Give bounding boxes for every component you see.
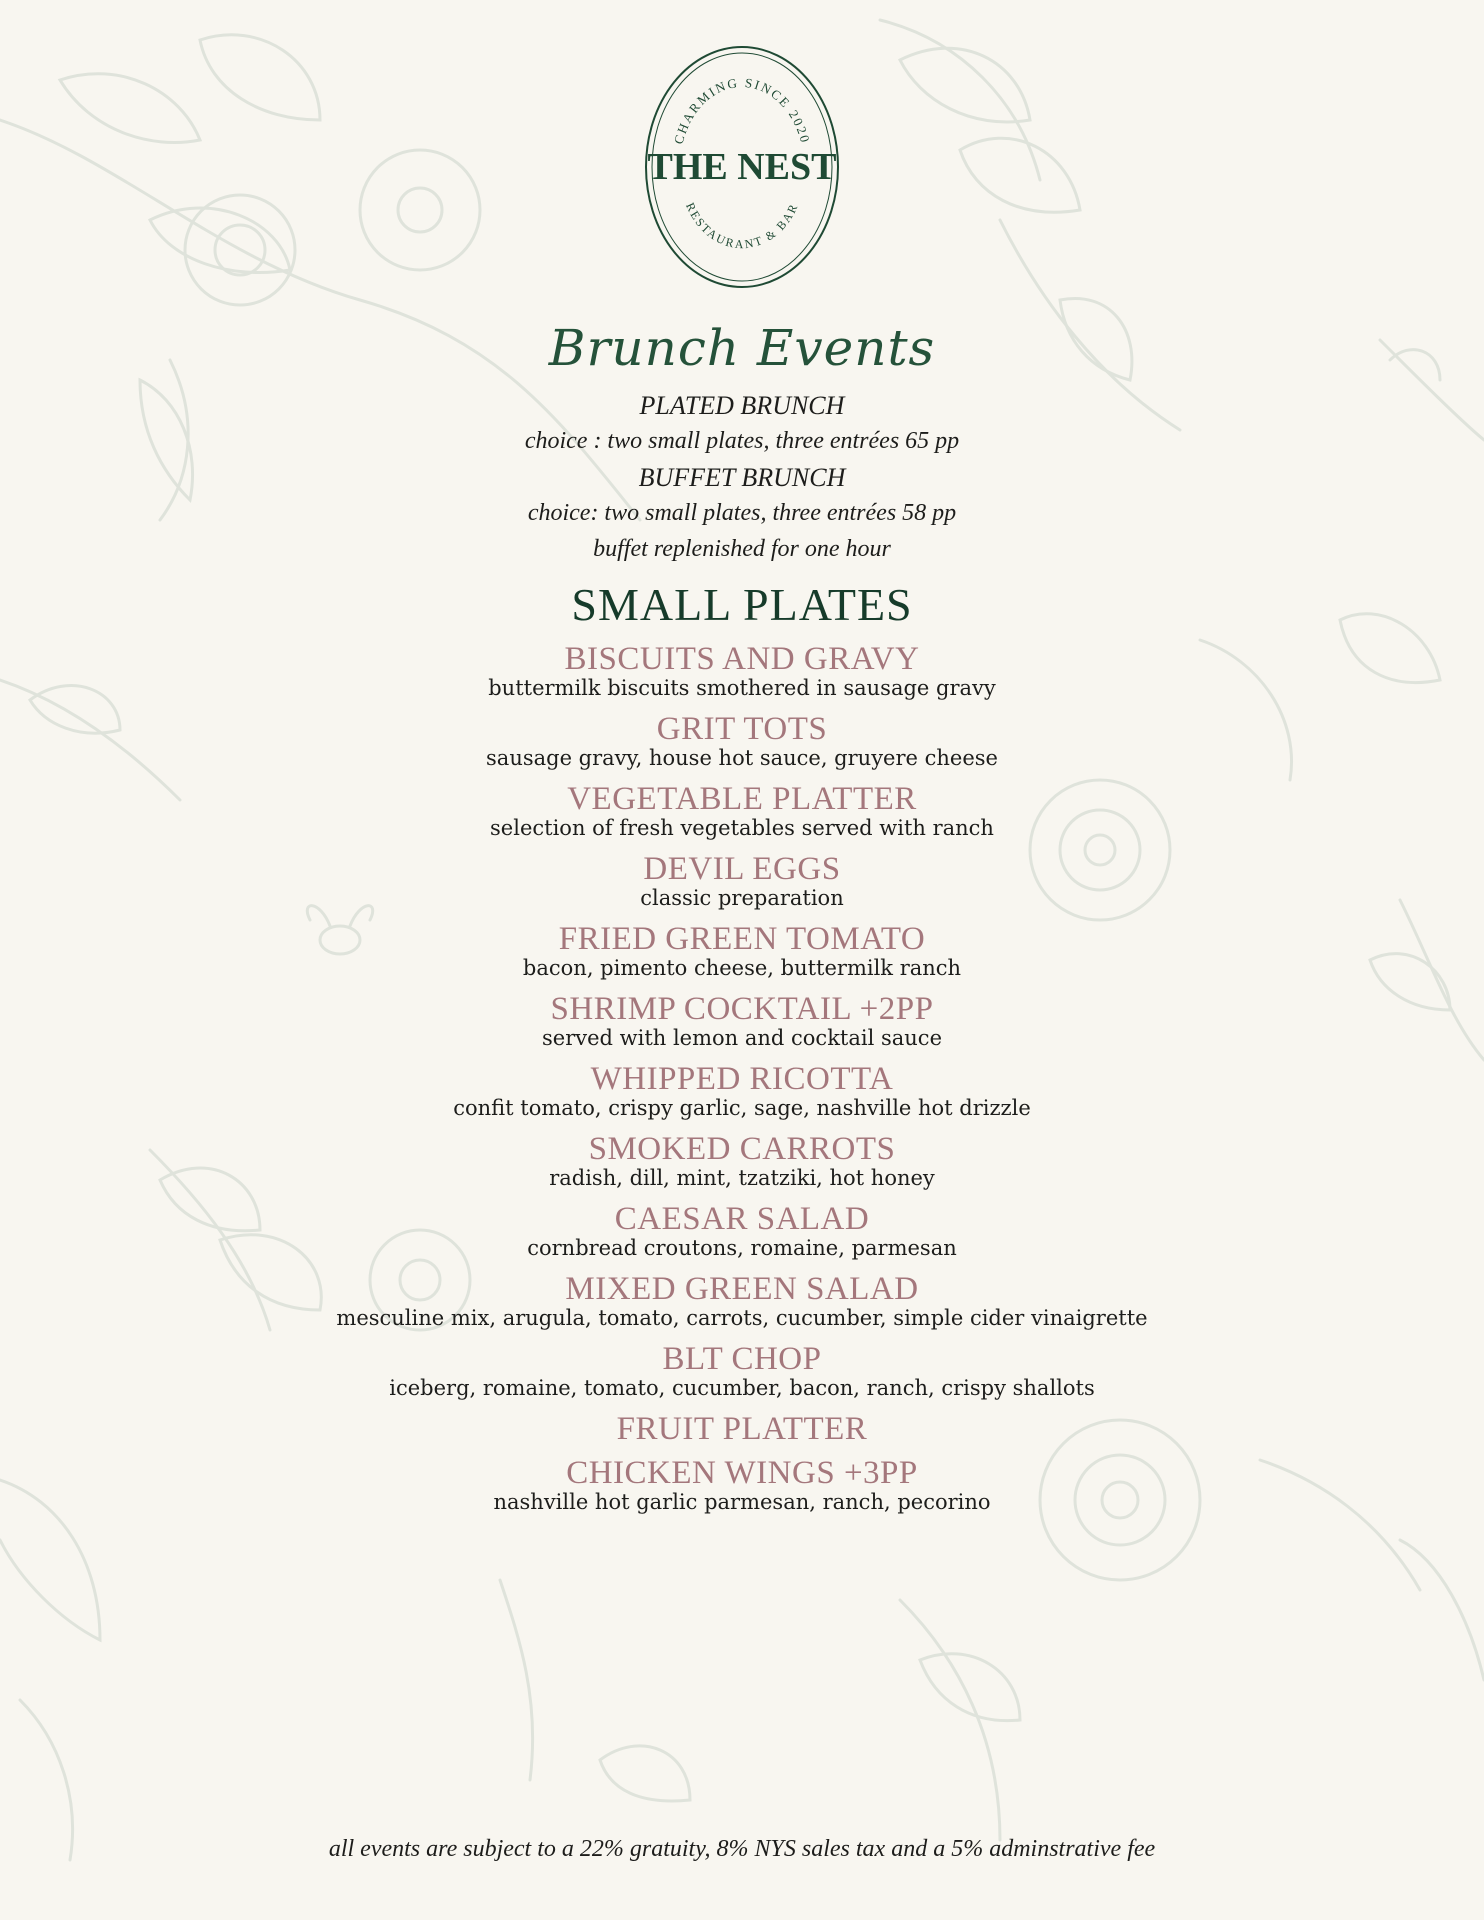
item-desc: radish, dill, mint, tzatziki, hot honey <box>549 1166 935 1190</box>
item-desc: confit tomato, crispy garlic, sage, nashville hot drizzle <box>453 1096 1031 1120</box>
item-desc: cornbread croutons, romaine, parmesan <box>527 1236 957 1260</box>
item-name: WHIPPED RICOTTA <box>590 1061 894 1097</box>
item-desc: bacon, pimento cheese, buttermilk ranch <box>522 956 962 980</box>
item-name: CHICKEN WINGS +3PP <box>566 1455 918 1491</box>
item-name: BISCUITS AND GRAVY <box>564 641 920 677</box>
logo-arc-bottom: RESTAURANT & BAR <box>683 200 801 252</box>
menu-item <box>0 992 1484 1052</box>
svg-text:RESTAURANT & BAR <box>683 200 801 251</box>
menu-item <box>0 1062 1484 1122</box>
package-desc: choice: two small plates, three entrées 58 pp <box>527 500 957 526</box>
item-name: FRUIT PLATTER <box>616 1411 868 1447</box>
packages-block <box>0 388 1484 568</box>
menu-item <box>0 852 1484 912</box>
menu-item <box>0 1202 1484 1262</box>
menu-item <box>0 712 1484 772</box>
package-note: buffet replenished for one hour <box>593 536 891 562</box>
item-desc: sausage gravy, house hot sauce, gruyere cheese <box>486 746 998 770</box>
package-name: BUFFET BRUNCH <box>638 463 846 492</box>
item-name: CAESAR SALAD <box>614 1201 870 1237</box>
item-name: SHRIMP COCKTAIL +2PP <box>550 991 934 1027</box>
logo-arc-top: CHARMING SINCE 2020 <box>670 74 814 146</box>
logo-emblem <box>642 42 842 292</box>
logo-name: THE NEST <box>647 146 837 188</box>
item-desc: nashville hot garlic parmesan, ranch, pecorino <box>493 1490 991 1514</box>
svg-text:CHARMING SINCE 2020 <box>671 75 814 146</box>
item-name: MIXED GREEN SALAD <box>565 1271 919 1307</box>
package-name: PLATED BRUNCH <box>639 391 845 420</box>
menu-item <box>0 642 1484 702</box>
menu-item <box>0 1132 1484 1192</box>
item-desc: served with lemon and cocktail sauce <box>541 1026 942 1050</box>
item-name: SMOKED CARROTS <box>588 1131 896 1167</box>
item-name: DEVIL EGGS <box>643 851 841 887</box>
item-desc: iceberg, romaine, tomato, cucumber, bacon, ranch, crispy shallots <box>389 1376 1095 1400</box>
menu-item <box>0 1456 1484 1516</box>
item-name: FRIED GREEN TOMATO <box>558 921 926 957</box>
package-desc: choice : two small plates, three entrées 65 pp <box>524 428 960 454</box>
menu-item <box>0 1342 1484 1402</box>
menu-item <box>0 1272 1484 1332</box>
section-heading: SMALL PLATES <box>571 579 913 630</box>
small-plates-list <box>0 642 1484 1526</box>
item-name: BLT CHOP <box>662 1341 822 1377</box>
item-desc: selection of fresh vegetables served with ranch <box>490 816 994 840</box>
item-desc: classic preparation <box>640 886 844 910</box>
item-desc: buttermilk biscuits smothered in sausage gravy <box>488 676 996 700</box>
footer-note: all events are subject to a 22% gratuity, 8% NYS sales tax and a 5% adminstrative fee <box>328 1836 1156 1862</box>
events-title: Brunch Events <box>548 319 936 377</box>
item-desc: mesculine mix, arugula, tomato, carrots, cucumber, simple cider vinaigrette <box>336 1306 1148 1330</box>
item-name: GRIT TOTS <box>656 711 828 747</box>
menu-item <box>0 1412 1484 1446</box>
item-name: VEGETABLE PLATTER <box>567 781 917 817</box>
menu-item <box>0 782 1484 842</box>
menu-item <box>0 922 1484 982</box>
